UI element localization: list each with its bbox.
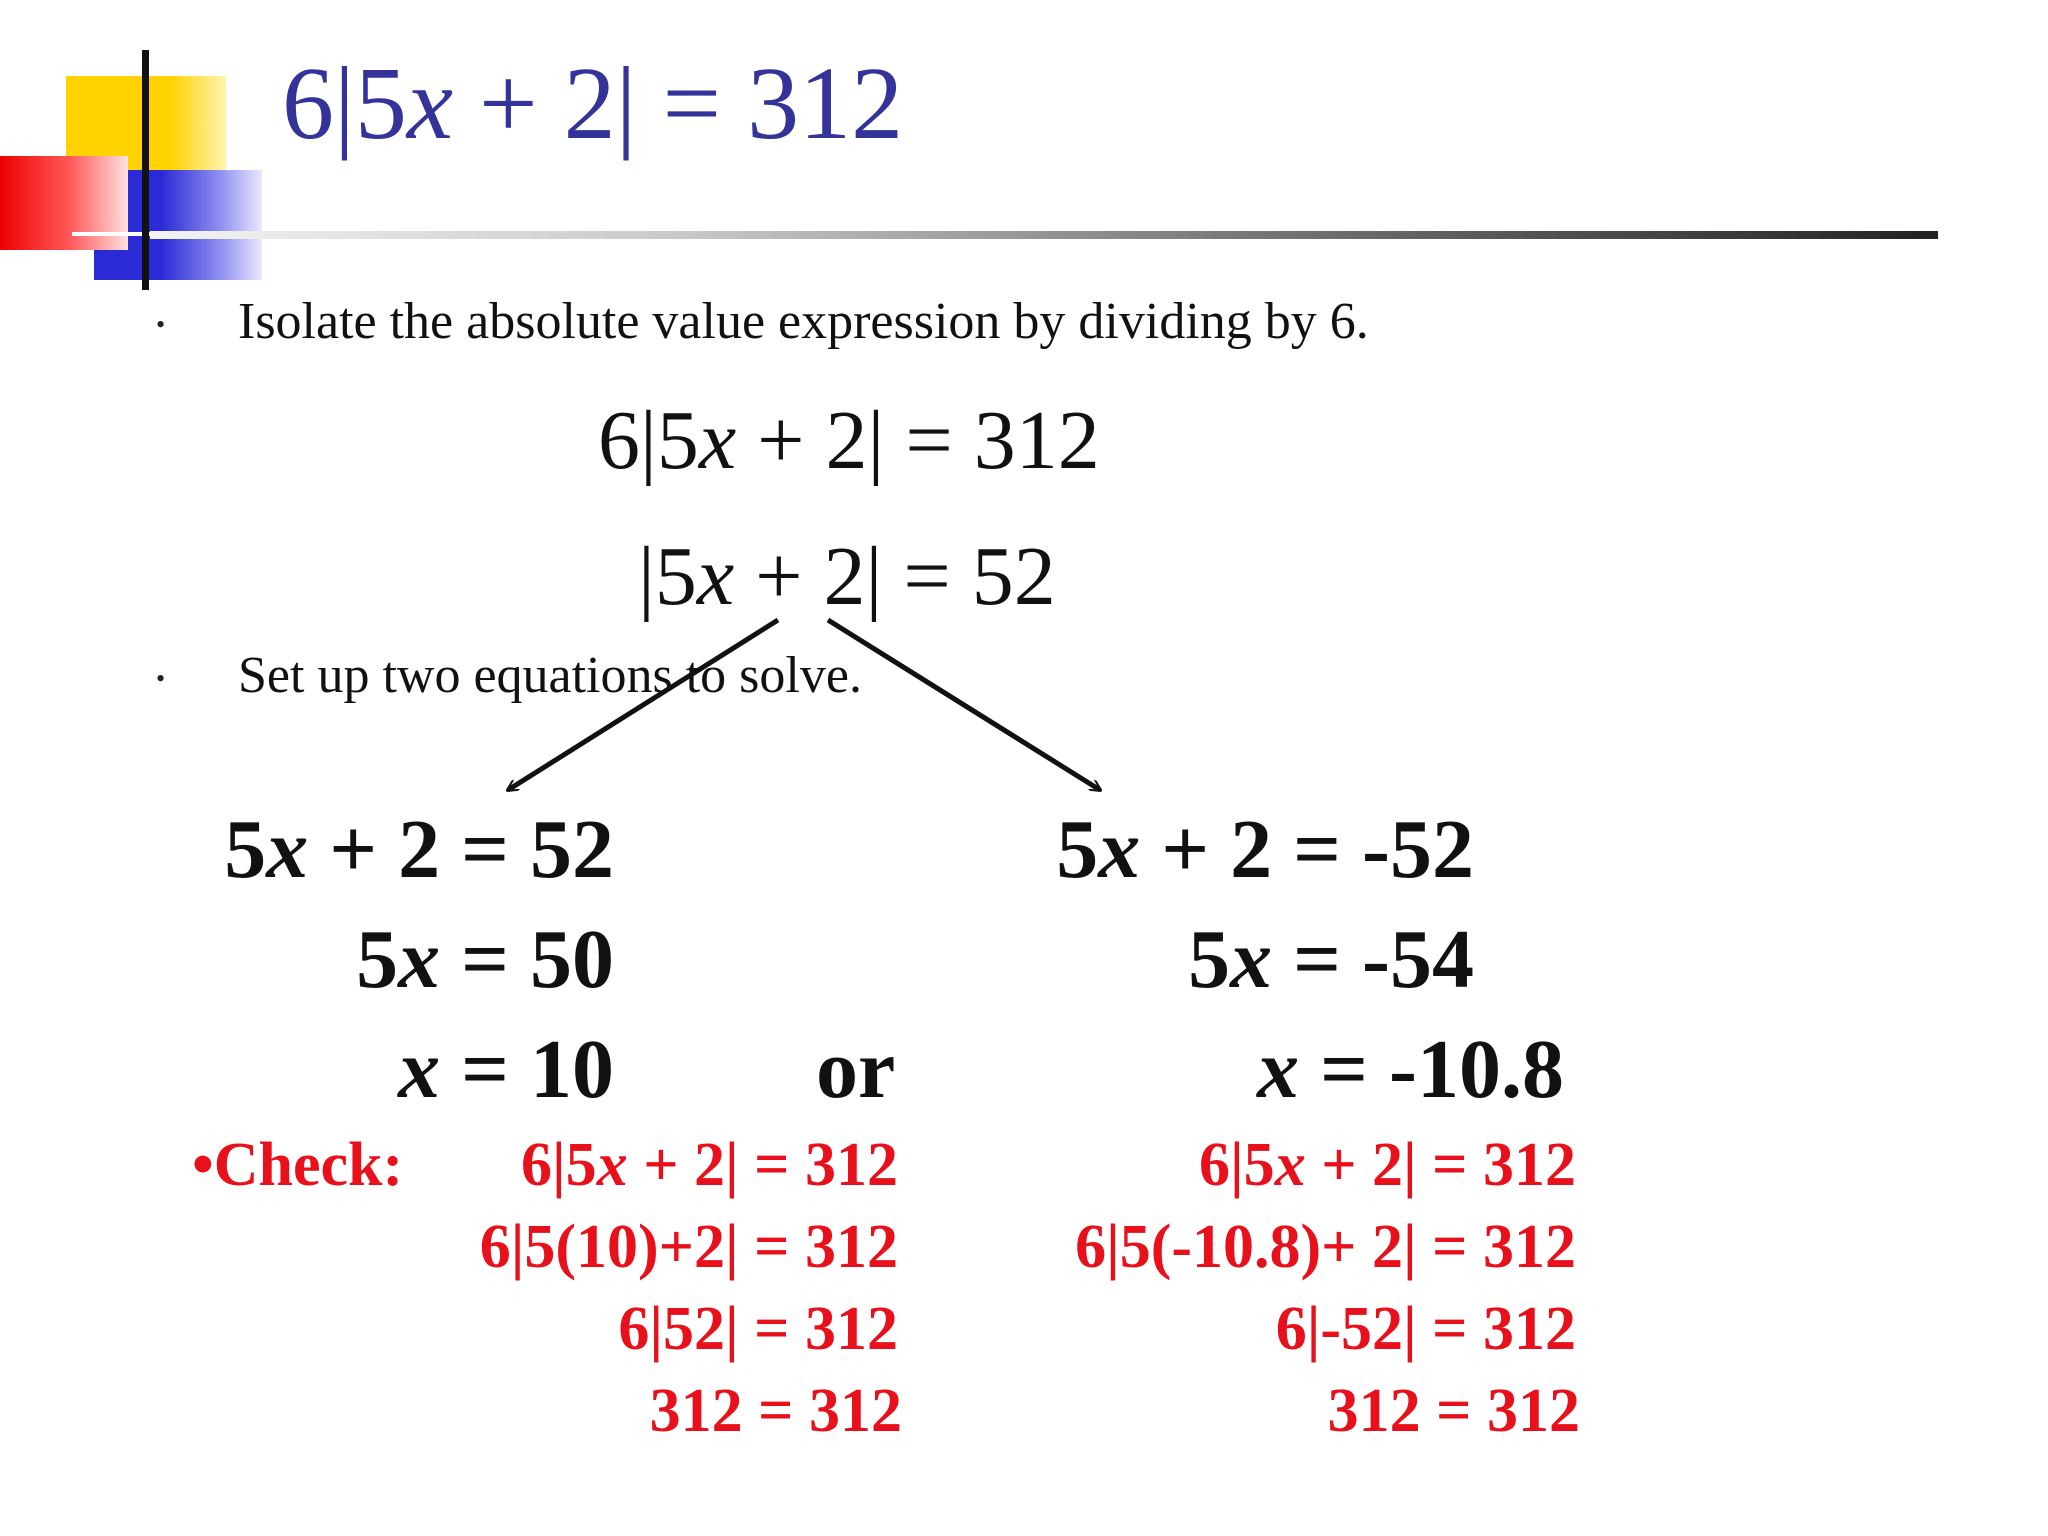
left-solution-line-2: 5x = 50 (356, 913, 614, 1006)
check-left-line-3: 6|52| = 312 (618, 1295, 898, 1363)
bullet-marker: • (156, 310, 166, 339)
left-solution-line-1: 5x + 2 = 52 (224, 803, 614, 896)
check-right-line-3: 6|-52| = 312 (1275, 1295, 1576, 1363)
bullet-text-setup: Set up two equations to solve. (238, 647, 862, 704)
left-solution-line-3: x = 10 (398, 1023, 614, 1116)
isolate-equation-1: 6|5x + 2| = 312 (598, 394, 1100, 487)
check-left-line-1: 6|5x + 2| = 312 (521, 1131, 898, 1199)
right-solution-line-3: x = -10.8 (1257, 1023, 1564, 1116)
check-left-line-2: 6|5(10)+2| = 312 (479, 1213, 898, 1281)
bullet-marker: • (156, 664, 166, 693)
check-left-line-4: 312 = 312 (649, 1377, 902, 1445)
bullet-text-isolate: Isolate the absolute value expression by dividing by 6. (238, 293, 1369, 350)
check-right-line-2: 6|5(-10.8)+ 2| = 312 (1075, 1213, 1576, 1281)
check-label: •Check: (192, 1131, 404, 1199)
arrow-left (508, 620, 778, 790)
check-right-line-1: 6|5x + 2| = 312 (1199, 1131, 1576, 1199)
check-right-line-4: 312 = 312 (1327, 1377, 1580, 1445)
right-solution-line-2: 5x = -54 (1188, 913, 1474, 1006)
isolate-equation-2: |5x + 2| = 52 (638, 530, 1056, 623)
or-connector: or (816, 1023, 896, 1116)
arrow-right (828, 620, 1100, 790)
slide-title: 6|5x + 2| = 312 (282, 46, 904, 161)
right-solution-line-1: 5x + 2 = -52 (1056, 803, 1474, 896)
